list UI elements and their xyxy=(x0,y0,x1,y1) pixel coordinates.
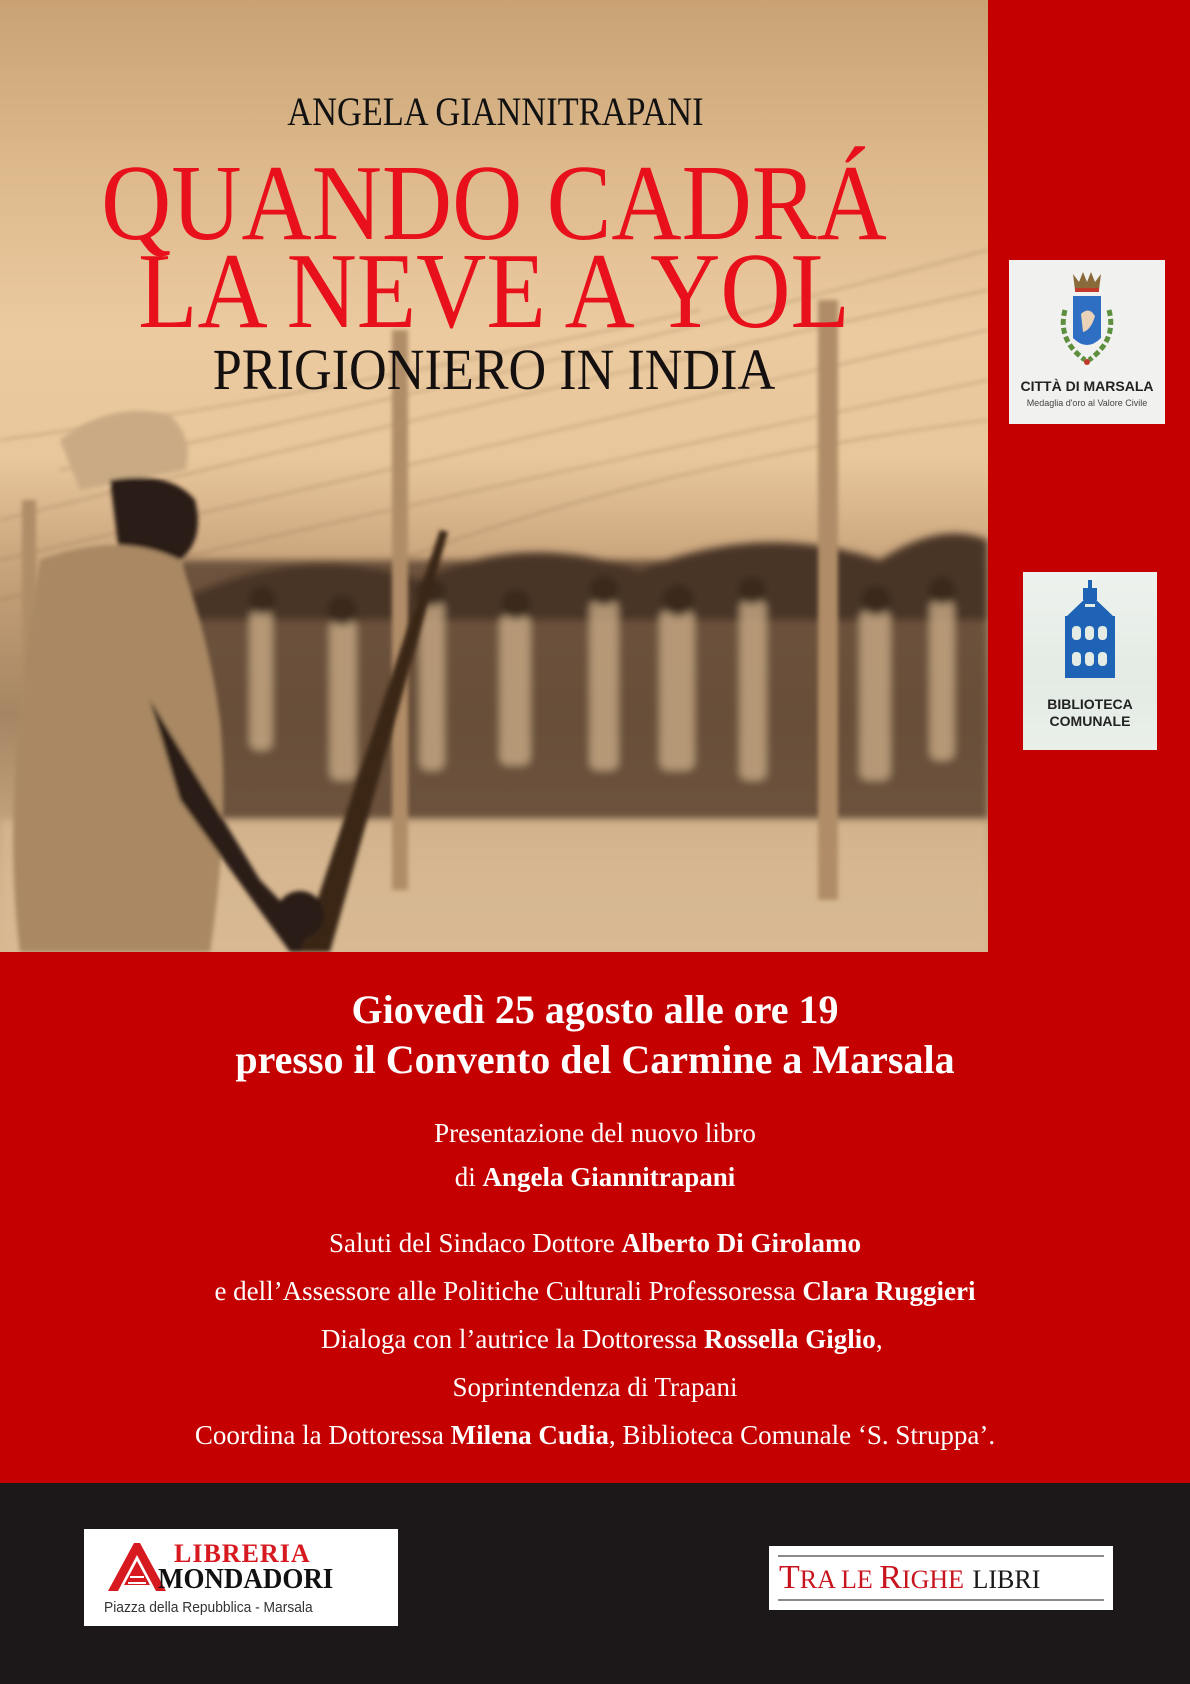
tralerighe-ighe: IGHE xyxy=(901,1565,965,1594)
event-date: Giovedì 25 agosto alle ore 19 xyxy=(351,987,839,1032)
author-prefix: di xyxy=(454,1162,483,1192)
book-cover-image xyxy=(0,0,988,952)
assessor-prefix: e dell’Assessore alle Politiche Culturali Professoressa xyxy=(214,1276,803,1306)
logo-rule-bottom xyxy=(778,1599,1104,1601)
sponsor-footer xyxy=(0,1483,1190,1684)
tralerighe-r: R xyxy=(879,1559,902,1596)
author-name: Angela Giannitrapani xyxy=(482,1162,736,1192)
tralerighe-ra-le: RA LE xyxy=(799,1565,880,1594)
mondadori-libreria: LIBRERIA xyxy=(174,1539,311,1568)
cover-subtitle: PRIGIONIERO IN INDIA xyxy=(212,337,776,402)
biblioteca-comunale-logo xyxy=(1023,572,1157,750)
citta-name: CITTÀ DI MARSALA xyxy=(1020,378,1154,394)
assessor-name: Clara Ruggieri xyxy=(802,1276,976,1306)
biblioteca-line2: COMUNALE xyxy=(1049,713,1131,729)
dialogue-name: Rossella Giglio xyxy=(704,1324,876,1354)
event-venue: presso il Convento del Carmine a Marsala xyxy=(235,1037,955,1082)
mondadori-address: Piazza della Repubblica - Marsala xyxy=(104,1599,313,1616)
coordinator-prefix: Coordina la Dottoressa xyxy=(194,1420,451,1450)
presentation-line: Presentazione del nuovo libro xyxy=(434,1118,756,1148)
tra-le-righe-libri-logo xyxy=(769,1546,1113,1610)
coat-of-arms-icon xyxy=(1009,260,1165,376)
mayor-name: Alberto Di Girolamo xyxy=(621,1228,861,1258)
cover-title-line2: LA NEVE A YOL xyxy=(138,232,850,351)
logo-rule-top xyxy=(778,1555,1104,1557)
greetings-prefix: Saluti del Sindaco Dottore xyxy=(329,1228,622,1258)
coordinator-name: Milena Cudia xyxy=(450,1420,609,1450)
coordinator-suffix: , Biblioteca Comunale ‘S. Struppa’. xyxy=(608,1420,996,1450)
tralerighe-t: T xyxy=(779,1559,800,1596)
cover-author: ANGELA GIANNITRAPANI xyxy=(287,89,704,134)
libreria-mondadori-logo xyxy=(84,1529,398,1626)
citta-motto: Medaglia d'oro al Valore Civile xyxy=(1026,398,1148,408)
author-line xyxy=(0,1164,1190,1191)
coordinator-line xyxy=(0,1422,1190,1449)
biblioteca-name xyxy=(1023,696,1157,730)
assessor-line xyxy=(0,1278,1190,1305)
tralerighe-libri: LIBRI xyxy=(972,1565,1041,1594)
prison-camp-photo xyxy=(0,0,988,952)
biblioteca-line1: BIBLIOTECA xyxy=(1047,696,1133,712)
tralerighe-wordmark xyxy=(779,1560,1040,1598)
dialogue-suffix: , xyxy=(875,1324,883,1354)
dialogue-prefix: Dialoga con l’autrice la Dottoressa xyxy=(320,1324,705,1354)
dialogue-line xyxy=(0,1326,1190,1353)
library-building-icon xyxy=(1023,572,1157,694)
citta-di-marsala-logo xyxy=(1009,260,1165,424)
greetings-line xyxy=(0,1230,1190,1257)
cover-title-line1: QUANDO CADRÁ xyxy=(101,144,887,263)
mondadori-name: MONDADORI xyxy=(158,1563,334,1595)
soprintendenza-line: Soprintendenza di Trapani xyxy=(452,1372,738,1402)
